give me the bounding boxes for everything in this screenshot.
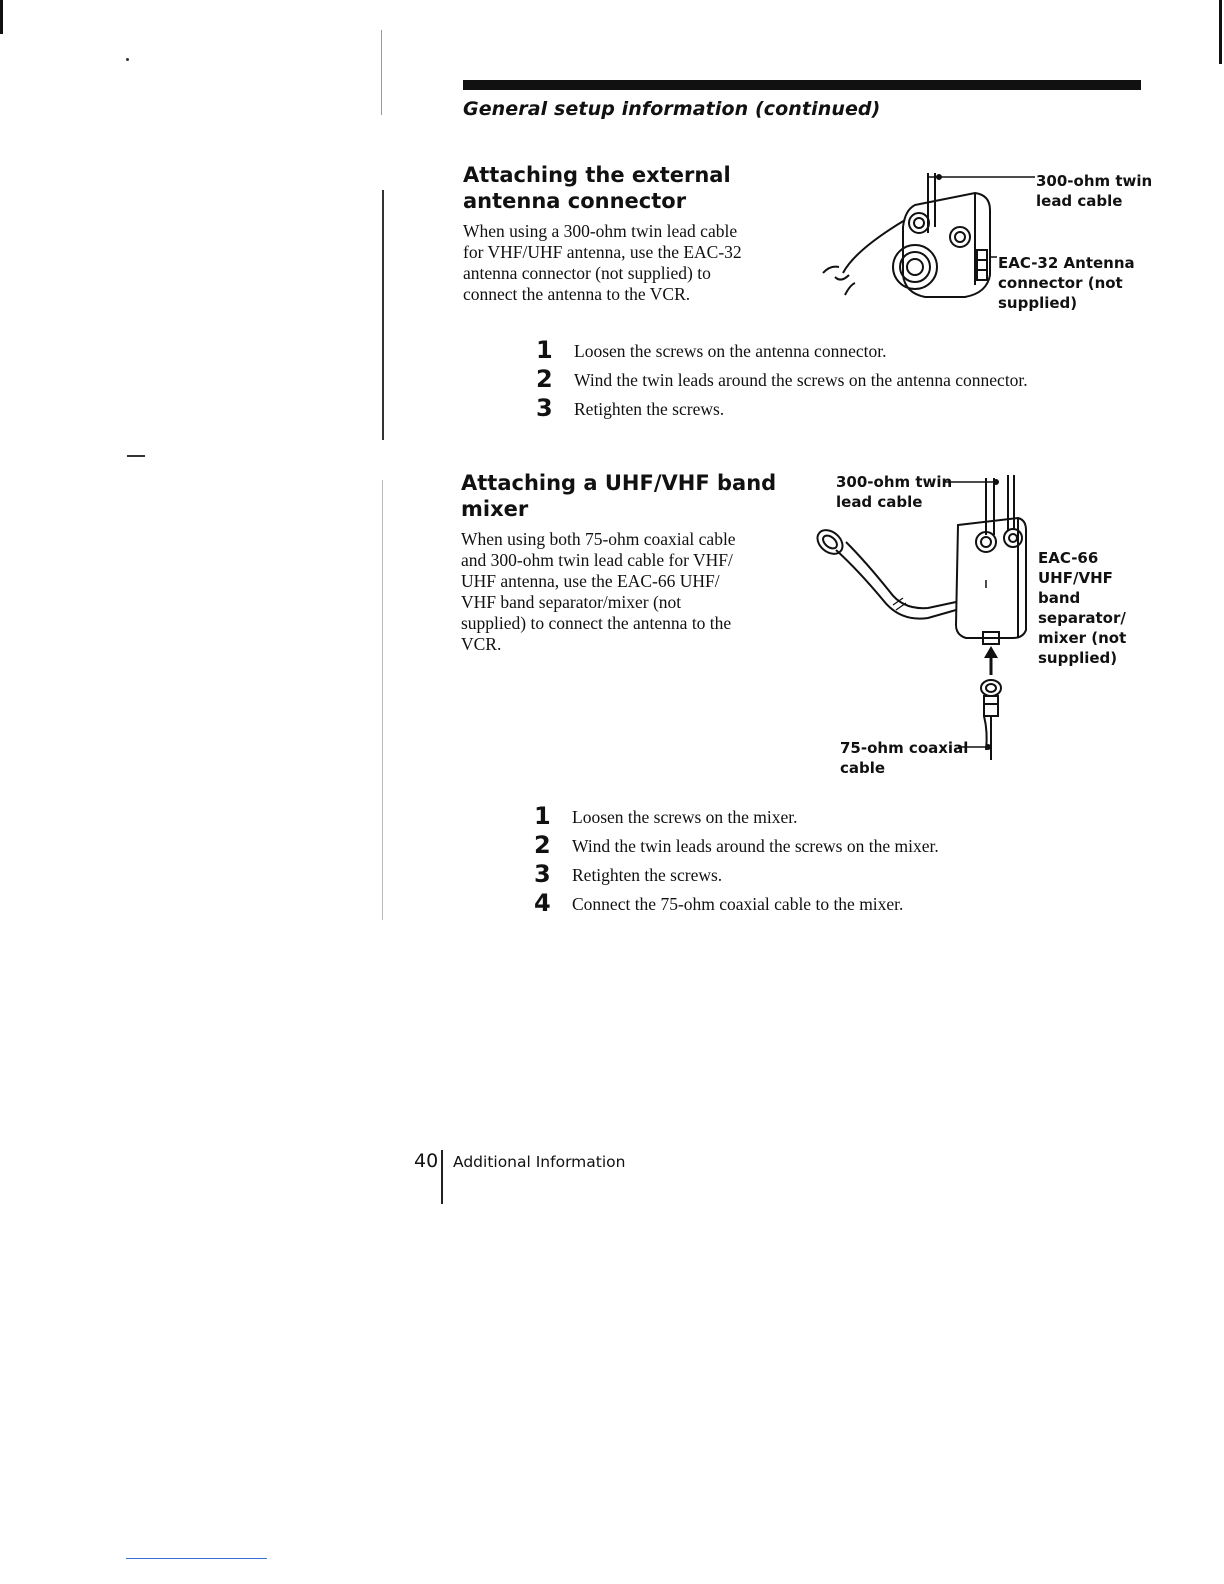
step-number: 3 bbox=[536, 394, 553, 422]
bottom-edge-line bbox=[126, 1558, 267, 1559]
section2-heading bbox=[461, 470, 776, 522]
step-text: Connect the 75-ohm coaxial cable to the mixer. bbox=[572, 894, 904, 914]
section1-body-line: for VHF/UHF antenna, use the EAC-32 bbox=[463, 242, 742, 262]
eac66-mixer-illustration bbox=[808, 470, 1033, 760]
callout-line: mixer (not bbox=[1038, 629, 1127, 647]
step-number: 1 bbox=[534, 802, 551, 830]
callout-line: 300-ohm twin bbox=[1036, 172, 1153, 190]
scan-artifact bbox=[382, 190, 384, 440]
footer-divider bbox=[441, 1150, 443, 1204]
section2-body-line: VCR. bbox=[461, 634, 502, 654]
step-text: Wind the twin leads around the screws on the antenna connector. bbox=[574, 370, 1028, 390]
section1-heading-line2: antenna connector bbox=[463, 189, 687, 213]
step-text: Retighten the screws. bbox=[572, 865, 723, 885]
section1-body-line: connect the antenna to the VCR. bbox=[463, 284, 691, 304]
section2-body bbox=[461, 529, 801, 655]
section2-body-line: VHF band separator/mixer (not bbox=[461, 592, 682, 612]
section1-body-line: antenna connector (not supplied) to bbox=[463, 263, 711, 283]
callout-line: connector (not bbox=[998, 274, 1123, 292]
step-number: 2 bbox=[536, 365, 553, 393]
section1-heading bbox=[463, 162, 731, 214]
callout-line: 75-ohm coaxial bbox=[840, 739, 969, 757]
callout-line: EAC-32 Antenna bbox=[998, 254, 1135, 272]
section2-body-line: UHF antenna, use the EAC-66 UHF/ bbox=[461, 571, 720, 591]
section1-body-line: When using a 300-ohm twin lead cable bbox=[463, 221, 738, 241]
callout-eac32-connector bbox=[998, 253, 1135, 313]
callout-line: UHF/VHF bbox=[1038, 569, 1113, 587]
scan-artifact bbox=[382, 480, 383, 920]
page-edge-mark-left bbox=[0, 0, 3, 34]
step-number: 1 bbox=[536, 336, 553, 364]
scan-artifact bbox=[381, 30, 382, 115]
callout-line: 300-ohm twin bbox=[836, 473, 953, 491]
callout-line: cable bbox=[840, 759, 886, 777]
step-number: 4 bbox=[534, 889, 551, 917]
section2-body-line: supplied) to connect the antenna to the bbox=[461, 613, 732, 633]
section1-heading-line1: Attaching the external bbox=[463, 163, 731, 187]
callout-line: band bbox=[1038, 589, 1081, 607]
callout-line: lead cable bbox=[836, 493, 923, 511]
page-number: 40 bbox=[414, 1150, 439, 1172]
section2-body-line: When using both 75-ohm coaxial cable bbox=[461, 529, 736, 549]
section1-body bbox=[463, 221, 793, 305]
step-number: 2 bbox=[534, 831, 551, 859]
step-text: Wind the twin leads around the screws on the mixer. bbox=[572, 836, 939, 856]
callout-line: separator/ bbox=[1038, 609, 1126, 627]
callout-line: supplied) bbox=[998, 294, 1078, 312]
page-edge-mark-right bbox=[1219, 0, 1222, 64]
step-text: Loosen the screws on the antenna connector. bbox=[574, 341, 887, 361]
scan-artifact bbox=[127, 455, 145, 457]
callout-line: EAC-66 bbox=[1038, 549, 1099, 567]
step-number: 3 bbox=[534, 860, 551, 888]
callout-line: lead cable bbox=[1036, 192, 1123, 210]
callout-line: supplied) bbox=[1038, 649, 1118, 667]
step-text: Retighten the screws. bbox=[574, 399, 725, 419]
header-rule bbox=[463, 80, 1141, 90]
section2-body-line: and 300-ohm twin lead cable for VHF/ bbox=[461, 550, 733, 570]
callout-300ohm-cable bbox=[1036, 171, 1152, 211]
callout-75ohm-coax bbox=[840, 738, 968, 778]
callout-eac66-mixer bbox=[1038, 548, 1126, 668]
footer-section-name: Additional Information bbox=[453, 1153, 626, 1171]
section2-heading-line1: Attaching a UHF/VHF band bbox=[461, 471, 777, 495]
step-text: Loosen the screws on the mixer. bbox=[572, 807, 798, 827]
section-header: General setup information (continued) bbox=[463, 98, 881, 120]
section1-steps bbox=[536, 336, 1136, 426]
section2-steps bbox=[534, 802, 1134, 922]
callout-300ohm-twin bbox=[836, 472, 952, 512]
section2-heading-line2: mixer bbox=[461, 497, 529, 521]
scan-artifact bbox=[126, 58, 129, 61]
